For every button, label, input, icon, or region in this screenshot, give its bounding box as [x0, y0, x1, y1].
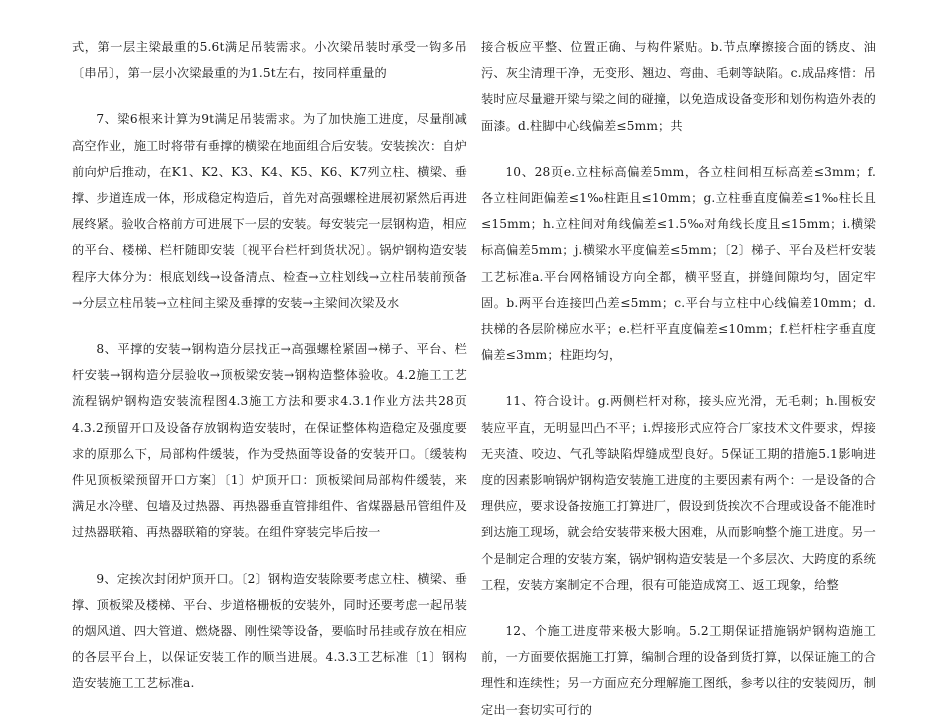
paragraph-gap [72, 546, 467, 566]
paragraph: 10、28页e.立柱标高偏差5mm，各立柱间相互标高差≤3mm；f.各立柱间距偏差≤1‰柱距且≤10mm；g.立柱垂直度偏差≤1‰柱长且≤15mm；h.立柱间对角线偏差≤1.5‰对角线长度且≤15mm；i.横梁标高偏差5mm；j.横梁水平度偏差≤5mm；〔2〕梯子、平台及栏杆安装工艺标准a.平台网格铺设方向全都，横平竖直，拼缝间隙均匀，固定牢固。b.两平台连接凹凸差≤5mm；c.平台与立柱中心线偏差10mm；d.扶梯的各层阶梯应水平；e.栏杆平直度偏差≤10mm；f.栏杆柱字垂直度偏差≤3mm；柱距均匀， [481, 164, 876, 363]
paragraph: 7、梁6根来计算为9t满足吊装需求。为了加快施工进度，尽量削减高空作业，施工时将带有垂撑的横梁在地面组合后安装。安装挨次：自炉前向炉后推动，在K1、K2、K3、K4、K5、K6、K7列立柱、横梁、垂撑、步道连成一体，形成稳定构造后，首先对高强螺栓进展初紧然后再进展终紧。验收合格前方可进展下一层的安装。每安装完一层钢构造，相应的平台、楼梯、栏杆随即安装〔视平台栏杆到货状况〕。锅炉钢构造安装程序大体分为：根底划线→设备清点、检查→立柱划线→立柱吊装前预备→分层立柱吊装→立柱间主梁及垂撑的安装→主梁间次梁及水 [72, 112, 467, 310]
paragraph: 接合板应平整、位置正确、与构件紧贴。b.节点摩擦接合面的锈皮、油污、灰尘清理干净，无变形、翘边、弯曲、毛刺等缺陷。c.成品疼惜：吊装时应尽量避开梁与梁之间的碰撞，以免造成设备变形和划伤构造外表的面漆。d.柱脚中心线偏差≤5mm；共 [481, 40, 876, 133]
paragraph: 8、平撑的安装→钢构造分层找正→高强螺栓紧固→梯子、平台、栏杆安装→钢构造分层验收→顶板梁安装→钢构造整体验收。4.2施工工艺流程锅炉钢构造安装流程图4.3施工方法和要求4.3.1作业方法共28页4.3.2预留开口及设备存放钢构造安装时，在保证整体构造稳定及强度要求的原那么下，局部构件缓装，作为受热面等设备的安装开口。〔缓装构件见顶板梁预留开口方案〕〔1〕炉顶开口：顶板梁间局部构件缓装，来满足水冷壁、包墙及过热器、再热器垂直管排组件、省煤器悬吊管组件及过热器联箱、再热器联箱的穿装。在组件穿装完毕后按一 [72, 342, 467, 540]
paragraph-gap [72, 86, 467, 106]
right-column [481, 34, 876, 723]
paragraph-gap [72, 316, 467, 336]
paragraph: 式，第一层主梁最重的5.6t满足吊装需求。小次梁吊装时承受一钩多吊〔串吊〕，第一层小次梁最重的为1.5t左右，按同样重量的 [72, 40, 467, 81]
paragraph-gap [481, 598, 876, 618]
paragraph-gap [481, 368, 876, 388]
left-column [72, 34, 467, 697]
paragraph: 12、个施工进度带来极大影响。5.2工期保证措施锅炉钢构造施工前，一方面要依据施工打算，编制合理的设备到货打算，以保证施工的合理性和连续性；另一方面应充分理解施工图纸，参考以往的安装阅历，制定出一套切实可行的 [481, 624, 876, 717]
paragraph-gap [481, 139, 876, 159]
paragraph: 11、符合设计。g.两侧栏杆对称，接头应光滑，无毛刺；h.围板安装应平直，无明显凹凸不平；i.焊接形式应符合厂家技术文件要求，焊接无夹渣、咬边、气孔等缺陷焊缝成型良好。5保证工期的措施5.1影响进度的因素影响锅炉钢构造安装施工进度的主要因素有两个：一是设备的合理供应，要求设备按施工打算进厂，假设到货挨次不合理或设备不能准时到达施工现场，就会给安装带来极大困难，从而影响整个施工进度。另一个是制定合理的安装方案，锅炉钢构造安装是一个多层次、大跨度的系统工程，安装方案制定不合理，很有可能造成窝工、返工现象，给整 [481, 394, 876, 592]
paragraph: 9、定挨次封闭炉顶开口。〔2〕钢构造安装除要考虑立柱、横梁、垂撑、顶板梁及楼梯、平台、步道格栅板的安装外，同时还要考虑一起吊装的烟风道、四大管道、燃烧器、刚性梁等设备，要临时吊挂或存放在相应的各层平台上，以保证安装工作的顺当进展。4.3.3工艺标准〔1〕钢构造安装施工工艺标准a. [72, 571, 467, 691]
